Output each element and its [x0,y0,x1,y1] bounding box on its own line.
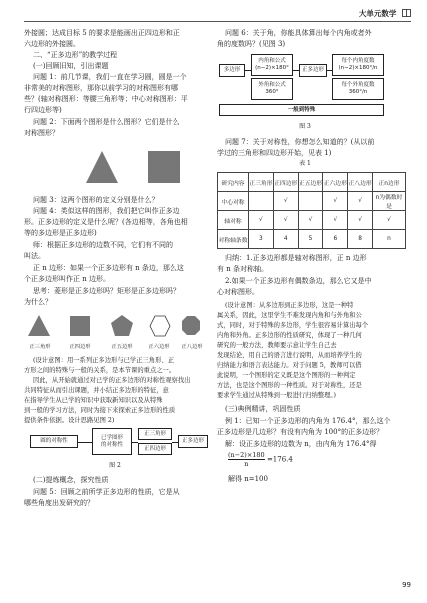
question-6: 问题 6：关于角，你能具体算出每个内角或者外 [225,29,372,37]
table-cell: 5 [298,230,323,249]
table-header-cell: 正六边形 [323,173,348,192]
equation-numerator: (n−2)×180 [228,451,265,459]
subsection-heading: (三)典例精讲，巩固性质 [225,405,301,413]
design-note: 方形之间的特殊与一般的关系，是本节课的重点之一。 [24,367,176,374]
square-shape [148,151,180,183]
table-cell: √ [273,211,298,230]
fig3-box-general-to-special: 一般到特殊 [219,104,384,116]
regular-polygons-figure [26,313,206,339]
page-header [359,8,411,19]
table-cell: √ [373,211,406,230]
regular-hexagon-shape [150,316,170,336]
design-note: 式，同时，对于特殊的多边形，学生很容易计算出每个 [217,322,369,329]
triangle-shape [86,151,118,183]
table-cell: 3 [249,230,274,249]
fig3-box-line: (n−2)×180° [255,65,289,71]
question-4: 问题 4：类似这样的图形，我们把它叫作正多边 [33,207,180,215]
fig3-box-polygon: 多边形 [219,64,245,77]
fig2-box-line: 的对称性 [100,441,123,448]
design-note: 发现结论，用自己的语言进行说明，从而培养学生的 [217,352,362,359]
design-note: 到一般的学习方法，同时为接下来探索正多边形的性质 [24,407,176,414]
page-number: 99 [402,581,411,589]
example-1: 例 1：已知一个正多边形的内角为 176.4°，那么这个 [225,417,391,425]
table-header-row [218,173,406,192]
text-line: 外接圆；达成目标 5 的要求是能画出正四边形和正 [24,29,180,37]
text-line: 行四边形等) [24,106,62,114]
question-2: 问题 2：下面两个图形是什么图形？它们是什么 [33,118,180,126]
design-note: 归纳能力和语言表达能力。对于问题 5，教师可以借 [217,362,362,369]
fig3-box-each-exterior [332,78,384,100]
equation-denominator: n [244,460,249,468]
shape-label: 正八边形 [181,344,203,350]
table-cell: √ [249,211,274,230]
fig3-box-line: 360° [265,89,279,95]
regular-quadrilateral-shape [70,316,90,336]
fig2-box-line: 已学图形 [100,434,123,441]
solution-line: 解：设正多边形的边数为 n，由内角为 176.4°得 [225,440,377,448]
table-header-cell: 研究内容 [218,173,249,192]
equation [228,451,293,468]
design-note: 属关系，因此，这里学生不难发现内角和与外角和公 [217,312,362,319]
fig2-box-triangle: 正三角形 [138,428,172,440]
design-note: 共同特征从而引出课题，并小结正多边形的特征，意 [24,387,169,394]
table-cell: n为偶数时是 [373,192,406,211]
text-line: 为什么？ [24,298,52,306]
shape-label: 正三角形 [29,344,51,350]
fig3-box-line: 外角和公式 [258,82,286,88]
header-title: 大单元数学 [358,9,397,18]
figure-caption: 图 2 [109,462,121,469]
fig3-box-line: 内角和公式 [258,58,286,64]
fig3-box-line: 每个内角度数 [341,58,375,64]
table-cell: √ [323,211,348,230]
text-line: 六边形的外接圆。 [24,40,80,48]
fig3-box-regular-polygon: 正多边形 [299,64,327,77]
table-cell: 轴对称 [218,211,249,230]
fig3-box-exterior-sum [251,78,293,100]
fig2-box-learned-figures [92,428,132,455]
text-line: 学过的三角形和四边形开始，见表 1) [217,149,332,157]
table-cell [249,192,274,211]
text-line: 正多边形是几边形？有没有内角为 100°的正多边形？ [217,428,384,436]
fig2-box-quadrilateral: 正四边形 [138,443,172,455]
arrow [78,442,92,443]
table-row [218,230,406,249]
fig3-box-line: 每个外角度数 [341,82,375,88]
text-line: 角的度数吗？(见图 3) [217,40,286,48]
summary-1: 归纳：1.正多边形都是轴对称图形，正 n 边形 [225,254,367,262]
text-line: 心对称图形。 [217,288,259,296]
triangle-square-figure [84,149,184,185]
subsection-heading: (二)提炼概念，探究性质 [33,476,109,484]
design-note: 此说明，一个图形的定义既是这个图形的一种判定 [217,372,356,379]
question-1: 问题 1：前几节课，我们一直在学习圆，圆是一个 [33,73,187,81]
table-cell: √ [323,192,348,211]
design-note: 在指导学生从已学的知识中获取新知识以及从特殊 [24,397,163,404]
text-line: 思考：菱形是正多边形吗？矩形是正多边形吗？ [33,287,180,295]
regular-octagon-shape [182,316,200,335]
table-row [218,192,406,211]
question-7: 问题 7：关于对称性，你想怎么知道的？(从以前 [225,138,375,146]
design-note: 方法，也是这个图形的一种性质。对于对称性，还是 [217,382,362,389]
fig3-box-each-interior [332,54,384,76]
symmetry-table [217,172,406,249]
table-header-cell: 正三角形 [249,173,274,192]
answer-line: 解得 n=100 [228,475,268,483]
table-cell: 中心对称 [218,192,249,211]
design-note: 因此，从开始就通过对已学的正多边形的对称性观察找出 [33,377,191,384]
table-cell: 4 [273,230,298,249]
text-line: 个正多边形叫作正 n 边形。 [24,275,110,283]
table-cell: 对称轴条数 [218,230,249,249]
fig3-box-line: (n−2)×180°/n [338,65,378,71]
table-cell: n [373,230,406,249]
question-3: 问题 3：这两个图形的定义分别是什么？ [33,196,159,204]
text-line: 些？(轴对称图形：等腰三角形等；中心对称图形：平 [24,95,188,103]
text-line: 正 n 边形：如果一个正多边形有 n 条边，那么这 [33,264,184,272]
text-line: 哪些角度出发研究的？ [24,499,94,507]
section-heading: 二、“正多边形”的教学过程 [33,51,118,59]
question-5: 问题 5：回顾之前所学正多边形的性质，它是从 [33,488,180,496]
design-note: 要求学生通过从特殊到一般进行归纳整理。) [217,392,336,399]
shape-label: 正六边形 [148,344,170,350]
book-icon [402,9,411,19]
table-header-cell: 正四边形 [273,173,298,192]
fig3-box-line: 360°/n [348,89,368,95]
text-line: 非常美的对称图形，那你以前学习的对称图形有哪 [24,84,178,92]
text-line: 对称图形？ [24,129,59,137]
text-line: 师：根据正多边形的边数不同，它们有不同的 [33,241,173,249]
shape-label: 正五边形 [111,344,133,350]
fig3-box-interior-sum [251,54,293,76]
table-cell: √ [348,192,373,211]
summary-2: 2.如果一个正多边形有偶数条边，那么它又是中 [225,277,372,285]
design-note: 研究的一般方法，教师要示意让学生自己去 [217,342,337,349]
figure-caption: 图 3 [299,123,311,130]
table-cell: 8 [348,230,373,249]
design-note: (设计意图：从多边形到正多边形，这是一种特 [225,302,354,309]
text-line: 有 n 条对称轴。 [217,265,268,273]
subsection-heading: (一)回顾旧知，引出课题 [33,62,109,70]
table-header-cell: 正五边形 [298,173,323,192]
text-line: 等的多边形是正多边形) [24,229,97,237]
table-cell: √ [273,192,298,211]
table-header-cell: 正八边形 [348,173,373,192]
text-line: 形。正多边形的定义是什么呢？(各边相等，各角也相 [24,218,188,226]
table-caption: 表 1 [299,160,311,167]
table-cell [298,192,323,211]
equation-rhs: =176.4 [266,455,293,464]
table-cell: 6 [323,230,348,249]
fig2-box-regular-polygon: 正多边形 [178,435,208,448]
regular-pentagon-shape [111,315,133,336]
design-note: (设计意图：用一系列正多边形与已学正三角形、正 [33,357,174,364]
shape-label: 正四边形 [69,344,91,350]
design-note: 内角和外角。正多边形的性质研究，体现了一种几何 [217,332,362,339]
text-line: 叫法。 [24,252,45,260]
table-row [218,211,406,230]
design-note: 提供条件依据。设计思路见图 2) [24,417,115,424]
table-cell: √ [348,211,373,230]
equation-fraction [228,451,265,468]
header-rule [24,21,411,22]
table-header-cell: 正n边形 [373,173,406,192]
table-cell: √ [298,211,323,230]
equilateral-triangle-shape [28,315,50,336]
fig2-box-circle-symmetry: 圆的对称性 [30,435,78,448]
